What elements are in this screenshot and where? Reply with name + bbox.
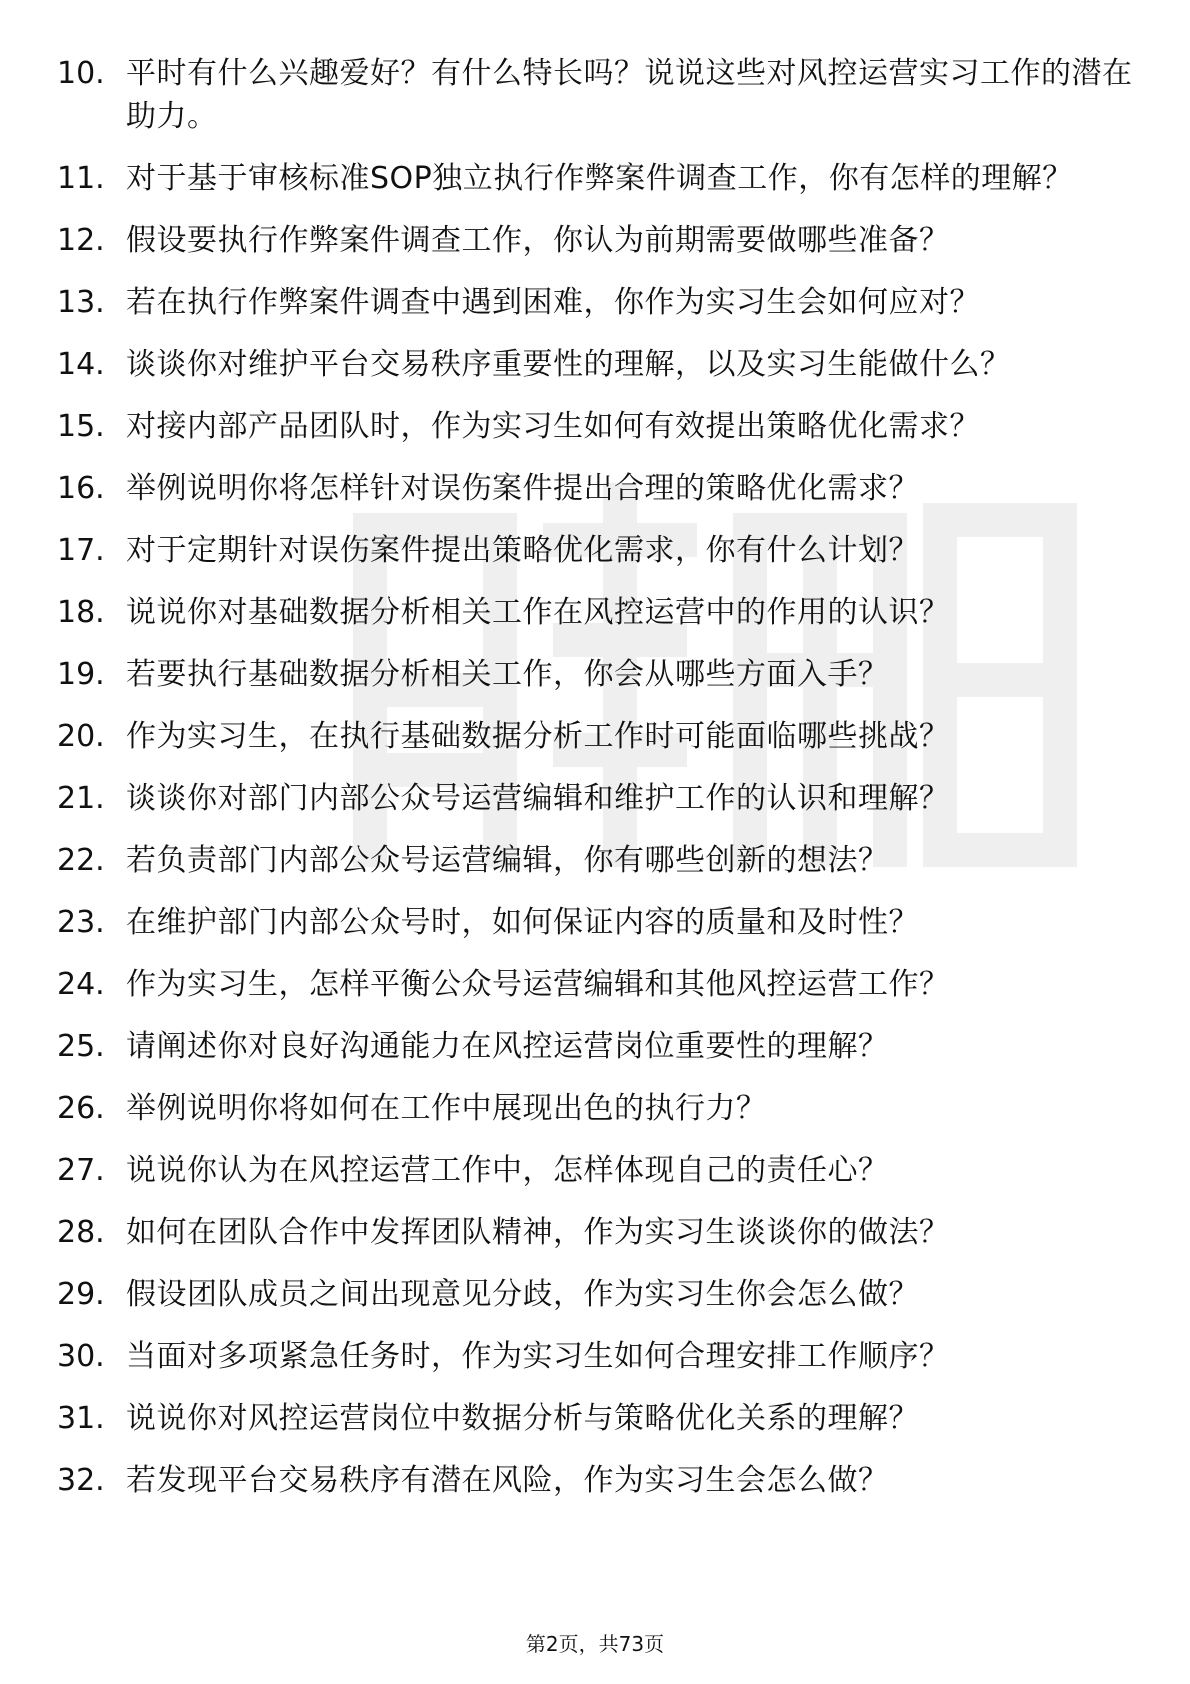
question-item bbox=[0, 1025, 1190, 1068]
question-number: 32. bbox=[57, 1463, 105, 1498]
question-number: 14. bbox=[57, 347, 105, 382]
question-text: 当面对多项紧急任务时，作为实习生如何合理安排工作顺序？ bbox=[126, 1339, 950, 1374]
question-number: 16. bbox=[57, 471, 105, 506]
question-item bbox=[0, 1087, 1190, 1130]
question-number: 30. bbox=[57, 1339, 105, 1374]
question-text: 谈谈你对维护平台交易秩序重要性的理解，以及实习生能做什么？ bbox=[126, 347, 1011, 382]
page-footer bbox=[0, 1630, 1190, 1658]
question-text: 说说你对风控运营岗位中数据分析与策略优化关系的理解？ bbox=[126, 1401, 919, 1436]
question-item bbox=[0, 715, 1190, 758]
question-number: 15. bbox=[57, 409, 105, 444]
question-item bbox=[0, 777, 1190, 820]
question-text: 举例说明你将怎样针对误伤案件提出合理的策略优化需求？ bbox=[126, 471, 919, 506]
question-item bbox=[0, 1459, 1190, 1502]
question-number: 27. bbox=[57, 1153, 105, 1188]
question-number: 19. bbox=[57, 657, 105, 692]
question-item bbox=[0, 219, 1190, 262]
question-number: 21. bbox=[57, 781, 105, 816]
question-number: 11. bbox=[57, 161, 105, 196]
question-item bbox=[0, 405, 1190, 448]
question-item bbox=[0, 1397, 1190, 1440]
question-text: 作为实习生，怎样平衡公众号运营编辑和其他风控运营工作？ bbox=[126, 967, 950, 1002]
question-text: 假设团队成员之间出现意见分歧，作为实习生你会怎么做？ bbox=[126, 1277, 919, 1312]
question-item bbox=[0, 281, 1190, 324]
question-item bbox=[0, 467, 1190, 510]
question-text: 说说你对基础数据分析相关工作在风控运营中的作用的认识？ bbox=[126, 595, 950, 630]
question-item bbox=[0, 901, 1190, 944]
question-text: 在维护部门内部公众号时，如何保证内容的质量和及时性？ bbox=[126, 905, 919, 940]
question-number: 25. bbox=[57, 1029, 105, 1064]
question-text: 说说你认为在风控运营工作中，怎样体现自己的责任心？ bbox=[126, 1153, 889, 1188]
question-item bbox=[0, 52, 1190, 138]
question-text: 若要执行基础数据分析相关工作，你会从哪些方面入手？ bbox=[126, 657, 889, 692]
question-item bbox=[0, 1211, 1190, 1254]
question-text: 如何在团队合作中发挥团队精神，作为实习生谈谈你的做法？ bbox=[126, 1215, 950, 1250]
question-item bbox=[0, 1273, 1190, 1316]
question-number: 12. bbox=[57, 223, 105, 258]
question-number: 10. bbox=[57, 56, 105, 91]
question-text: 若在执行作弊案件调查中遇到困难，你作为实习生会如何应对？ bbox=[126, 285, 980, 320]
question-number: 28. bbox=[57, 1215, 105, 1250]
question-text: 若发现平台交易秩序有潜在风险，作为实习生会怎么做？ bbox=[126, 1463, 889, 1498]
question-text: 谈谈你对部门内部公众号运营编辑和维护工作的认识和理解？ bbox=[126, 781, 950, 816]
question-number: 13. bbox=[57, 285, 105, 320]
question-text: 作为实习生，在执行基础数据分析工作时可能面临哪些挑战？ bbox=[126, 719, 950, 754]
question-item bbox=[0, 653, 1190, 696]
question-item bbox=[0, 591, 1190, 634]
question-item bbox=[0, 1149, 1190, 1192]
question-item bbox=[0, 529, 1190, 572]
question-item bbox=[0, 1335, 1190, 1378]
question-text: 平时有什么兴趣爱好？有什么特长吗？说说这些对风控运营实习工作的潜在助力。 bbox=[126, 56, 1133, 134]
question-text: 若负责部门内部公众号运营编辑，你有哪些创新的想法？ bbox=[126, 843, 889, 878]
question-text: 对于定期针对误伤案件提出策略优化需求，你有什么计划？ bbox=[126, 533, 919, 568]
question-number: 31. bbox=[57, 1401, 105, 1436]
page-number-label: 第2页，共73页 bbox=[525, 1632, 665, 1656]
question-number: 23. bbox=[57, 905, 105, 940]
question-text: 对于基于审核标准SOP独立执行作弊案件调查工作，你有怎样的理解？ bbox=[126, 161, 1073, 196]
question-number: 29. bbox=[57, 1277, 105, 1312]
question-number: 20. bbox=[57, 719, 105, 754]
question-number: 17. bbox=[57, 533, 105, 568]
question-number: 26. bbox=[57, 1091, 105, 1126]
question-text: 对接内部产品团队时，作为实习生如何有效提出策略优化需求？ bbox=[126, 409, 980, 444]
question-item bbox=[0, 343, 1190, 386]
question-item bbox=[0, 157, 1190, 200]
question-text: 假设要执行作弊案件调查工作，你认为前期需要做哪些准备？ bbox=[126, 223, 950, 258]
question-text: 请阐述你对良好沟通能力在风控运营岗位重要性的理解？ bbox=[126, 1029, 889, 1064]
question-list bbox=[0, 52, 1190, 1521]
question-item bbox=[0, 839, 1190, 882]
question-number: 22. bbox=[57, 843, 105, 878]
question-number: 24. bbox=[57, 967, 105, 1002]
question-item bbox=[0, 963, 1190, 1006]
question-number: 18. bbox=[57, 595, 105, 630]
question-text: 举例说明你将如何在工作中展现出色的执行力？ bbox=[126, 1091, 767, 1126]
